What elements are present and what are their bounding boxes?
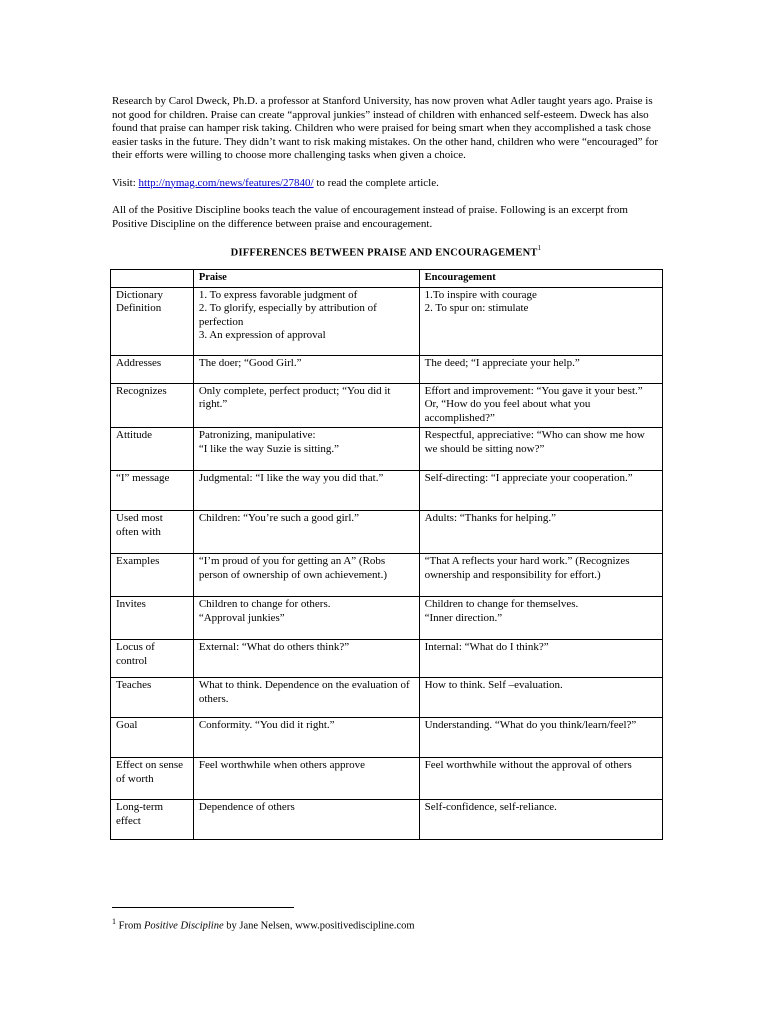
encouragement-line: Respectful, appreciative: “Who can show me how we should be sitting now?”	[424, 429, 645, 455]
praise-cell	[193, 471, 419, 511]
encouragement-line: “That A reflects your hard work.” (Recognizes ownership and responsibility for effort.)	[424, 555, 630, 581]
praise-line: Only complete, perfect product; “You did it right.”	[198, 384, 391, 410]
praise-cell	[193, 678, 419, 718]
encouragement-cell	[419, 287, 662, 355]
praise-line: Patronizing, manipulative:	[198, 429, 316, 441]
intro-paragraph: Research by Carol Dweck, Ph.D. a professor at Stanford University, has now proven what Adler taught years ago. Praise is not good for children. Praise can create “approval junkies” instead of children with enhanced self-esteem. Dweck has also found that praise can hamper risk taking. Children who were praised for being smart when they accomplished a task chose easier tasks in the future. They didn’t want to risk making mistakes. On the other hand, children who were “encouraged” for their efforts were willing to choose more challenging tasks when given a choice.	[112, 95, 659, 161]
encouragement-line: “Inner direction.”	[424, 611, 503, 624]
row-label: Teaches	[111, 678, 194, 718]
encouragement-line: Self-directing: “I appreciate your cooperation.”	[424, 472, 633, 484]
praise-line: Children to change for others.	[198, 598, 331, 610]
praise-line: What to think. Dependence on the evaluation of others.	[198, 679, 410, 705]
table-row	[111, 471, 663, 511]
table-row	[111, 287, 663, 355]
praise-line: 3. An expression of approval	[198, 329, 326, 341]
encouragement-line: 2. To spur on: stimulate	[424, 302, 529, 314]
table-body	[111, 287, 663, 840]
row-label: Invites	[111, 597, 194, 640]
visit-line	[112, 177, 660, 191]
praise-line: The doer; “Good Girl.”	[198, 356, 302, 369]
praise-line: Children: “You’re such a good girl.”	[198, 512, 360, 524]
praise-cell	[193, 640, 419, 678]
document-page	[112, 93, 660, 840]
section-heading	[112, 243, 660, 260]
table-row	[111, 758, 663, 800]
table-row	[111, 678, 663, 718]
table-header-row	[111, 270, 663, 288]
encouragement-cell	[419, 800, 662, 840]
table-row	[111, 428, 663, 471]
visit-suffix: to read the complete article.	[313, 176, 439, 189]
footnote-book-title: Positive Discipline	[144, 920, 224, 932]
footnote	[112, 915, 415, 933]
footnote-divider	[112, 907, 294, 908]
header-encouragement: Encouragement	[419, 270, 662, 288]
table-row	[111, 597, 663, 640]
positive-discipline-paragraph: All of the Positive Discipline books teach the value of encouragement instead of praise. Following is an excerpt from Positive Discipline on the difference between praise and encouragement.	[112, 204, 628, 230]
encouragement-line: Children to change for themselves.	[424, 598, 579, 610]
encouragement-line: Self-confidence, self-reliance.	[424, 801, 557, 813]
encouragement-line: Feel worthwhile without the approval of others	[424, 759, 632, 771]
table-row	[111, 718, 663, 758]
row-label: Addresses	[111, 355, 194, 383]
praise-line: “Approval junkies”	[198, 611, 285, 624]
praise-encouragement-table	[110, 269, 663, 840]
footnote-mark: 1	[112, 917, 116, 926]
encouragement-line: Adults: “Thanks for helping.”	[424, 512, 556, 524]
encouragement-line: Understanding. “What do you think/learn/feel?”	[424, 719, 637, 731]
encouragement-line: 1.To inspire with courage	[424, 288, 537, 301]
encouragement-cell	[419, 678, 662, 718]
row-label: Attitude	[111, 428, 194, 471]
encouragement-cell	[419, 383, 662, 428]
encouragement-line: Effort and improvement: “You gave it your best.” Or, “How do you feel about what you accomplished?”	[424, 384, 643, 424]
encouragement-cell	[419, 511, 662, 554]
row-label: Goal	[111, 718, 194, 758]
table-row	[111, 640, 663, 678]
row-label: Locus of control	[111, 640, 194, 678]
row-label: “I” message	[111, 471, 194, 511]
praise-cell	[193, 287, 419, 355]
encouragement-line: The deed; “I appreciate your help.”	[424, 356, 580, 369]
header-blank	[111, 270, 194, 288]
praise-cell	[193, 718, 419, 758]
praise-cell	[193, 554, 419, 597]
praise-line: Feel worthwhile when others approve	[198, 759, 366, 771]
row-label: Recognizes	[111, 383, 194, 428]
heading-text: DIFFERENCES BETWEEN PRAISE AND ENCOURAGEMENT	[230, 247, 538, 259]
praise-line: Dependence of others	[198, 801, 295, 813]
praise-cell	[193, 758, 419, 800]
encouragement-cell	[419, 428, 662, 471]
praise-line: Judgmental: “I like the way you did that.”	[198, 472, 384, 484]
row-label: Examples	[111, 554, 194, 597]
encouragement-cell	[419, 640, 662, 678]
encouragement-cell	[419, 554, 662, 597]
praise-cell	[193, 800, 419, 840]
praise-line: Conformity. “You did it right.”	[198, 719, 335, 731]
article-link[interactable]: http://nymag.com/news/features/27840/	[138, 176, 314, 189]
encouragement-cell	[419, 355, 662, 383]
praise-line: “I’m proud of you for getting an A” (Robs person of ownership of own achievement.)	[198, 555, 388, 581]
praise-line: 1. To express favorable judgment of	[198, 288, 358, 301]
table-row	[111, 355, 663, 383]
row-label: Dictionary Definition	[111, 287, 194, 355]
table-row	[111, 554, 663, 597]
row-label: Used most often with	[111, 511, 194, 554]
row-label: Long-term effect	[111, 800, 194, 840]
header-praise: Praise	[193, 270, 419, 288]
praise-cell	[193, 383, 419, 428]
table-row	[111, 511, 663, 554]
praise-cell	[193, 511, 419, 554]
encouragement-line: Internal: “What do I think?”	[424, 641, 549, 653]
praise-line: “I like the way Suzie is sitting.”	[198, 442, 340, 455]
footnote-suffix: by Jane Nelsen, www.positivediscipline.com	[223, 920, 415, 932]
praise-cell	[193, 428, 419, 471]
row-label: Effect on sense of worth	[111, 758, 194, 800]
praise-cell	[193, 597, 419, 640]
encouragement-cell	[419, 471, 662, 511]
encouragement-cell	[419, 597, 662, 640]
encouragement-cell	[419, 718, 662, 758]
table-row	[111, 800, 663, 840]
encouragement-line: How to think. Self –evaluation.	[424, 679, 563, 691]
visit-prefix: Visit:	[112, 176, 139, 189]
praise-line: 2. To glorify, especially by attribution of perfection	[198, 302, 377, 328]
heading-footnote-mark: 1	[537, 244, 542, 252]
encouragement-cell	[419, 758, 662, 800]
praise-line: External: “What do others think?”	[198, 641, 350, 653]
table-row	[111, 383, 663, 428]
footnote-prefix: From	[116, 920, 145, 932]
praise-cell	[193, 355, 419, 383]
